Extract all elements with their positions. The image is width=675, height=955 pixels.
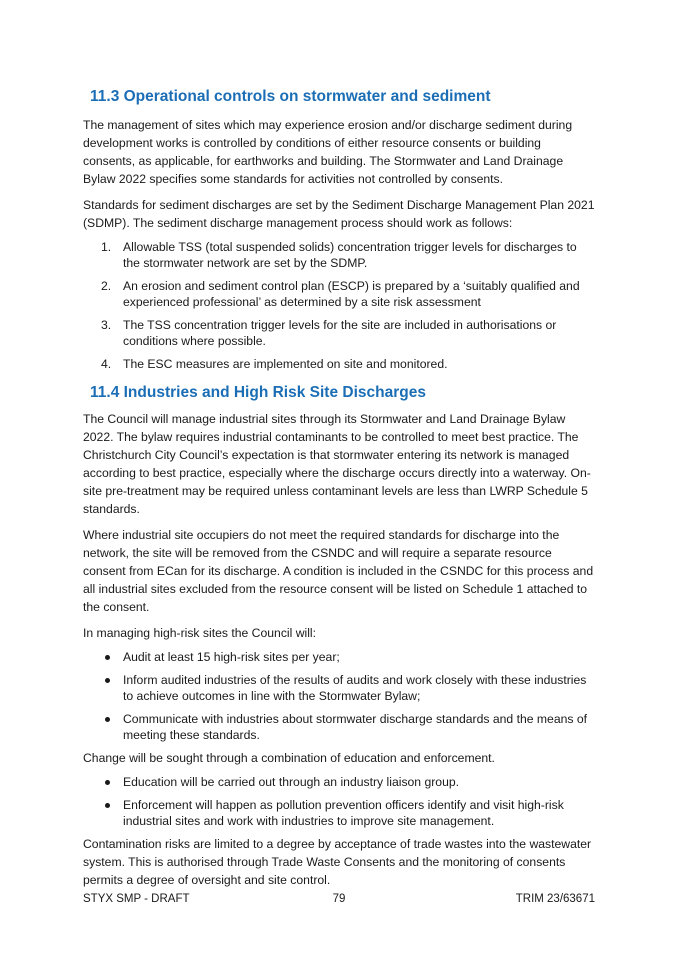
list-item bbox=[83, 278, 595, 310]
list-marker: 3. bbox=[101, 318, 112, 332]
list-item bbox=[83, 649, 595, 665]
section-heading-11-3: 11.3 Operational controls on stormwater and sediment bbox=[90, 88, 491, 105]
list-item bbox=[83, 797, 595, 829]
paragraph: In managing high-risk sites the Council will: bbox=[83, 626, 317, 640]
footer-page-number: 79 bbox=[332, 893, 346, 905]
list-item bbox=[83, 774, 595, 790]
paragraph: Standards for sediment discharges are set by the Sediment Discharge Management Plan 2021 (SDMP). The sediment discharge management process should work as follows: bbox=[83, 198, 595, 230]
list-marker: 4. bbox=[101, 357, 112, 371]
list-item bbox=[83, 239, 595, 271]
paragraph: Where industrial site occupiers do not meet the required standards for discharge into the network, the site will be removed from the CSNDC and will require a separate resource consent from ECan for its discharge. A condition is included in the CSNDC for this process and all industrial sites excluded from the resource consent will be listed on Schedule 1 attached to the consent. bbox=[83, 528, 594, 614]
list-item-text: Audit at least 15 high-risk sites per year; bbox=[123, 650, 340, 664]
numbered-list bbox=[83, 239, 595, 372]
bullet-icon bbox=[105, 655, 110, 660]
list-item bbox=[83, 356, 595, 372]
list-item bbox=[83, 711, 595, 743]
list-item-text: Inform audited industries of the results of audits and work closely with these industries to achieve outcomes in line with the Stormwater Bylaw; bbox=[123, 673, 587, 703]
list-item-text: An erosion and sediment control plan (ESCP) is prepared by a ‘suitably qualified and experienced professional’ as determined by a site risk assessment bbox=[123, 279, 580, 309]
paragraph: Contamination risks are limited to a degree by acceptance of trade wastes into the wastewater system. This is authorised through Trade Waste Consents and the monitoring of consents permits a degree of oversight and site control. bbox=[83, 837, 592, 887]
list-item bbox=[83, 672, 595, 704]
section-heading-11-4: 11.4 Industries and High Risk Site Discharges bbox=[90, 384, 426, 401]
bullet-icon bbox=[105, 780, 110, 785]
list-item bbox=[83, 317, 595, 349]
paragraph: The management of sites which may experience erosion and/or discharge sediment during development works is controlled by conditions of either resource consents or building consents, as applicable, for earthworks and building. The Stormwater and Land Drainage Bylaw 2022 specifies some standards for activities not controlled by consents. bbox=[83, 118, 573, 186]
bullet-icon bbox=[105, 803, 110, 808]
bullet-icon bbox=[105, 717, 110, 722]
page-footer bbox=[83, 893, 595, 909]
list-item-text: Allowable TSS (total suspended solids) concentration trigger levels for discharges to the stormwater network are set by the SDMP. bbox=[123, 240, 577, 270]
list-item-text: Enforcement will happen as pollution prevention officers identify and visit high-risk industrial sites and work with industries to improve site management. bbox=[123, 798, 564, 828]
paragraph: Change will be sought through a combination of education and enforcement. bbox=[83, 751, 495, 765]
list-item-text: Education will be carried out through an industry liaison group. bbox=[123, 775, 460, 789]
footer-document-title: STYX SMP - DRAFT bbox=[83, 893, 190, 905]
list-item-text: The ESC measures are implemented on site and monitored. bbox=[123, 357, 448, 371]
paragraph: The Council will manage industrial sites through its Stormwater and Land Drainage Bylaw 2022. The bylaw requires industrial contaminants to be controlled to meet best practice. The Christchurch City Council’s expectation is that stormwater entering its network is managed according to best practice, especially where the discharge occurs directly into a waterway. On-site pre-treatment may be required unless contaminant levels are less than LWRP Schedule 5 standards. bbox=[83, 412, 591, 516]
list-item-text: Communicate with industries about stormwater discharge standards and the means of meeting these standards. bbox=[123, 712, 588, 742]
bullet-list bbox=[83, 649, 595, 743]
list-marker: 2. bbox=[101, 279, 112, 293]
page-content bbox=[83, 86, 595, 889]
list-marker: 1. bbox=[101, 240, 112, 254]
footer-trim-reference: TRIM 23/63671 bbox=[515, 893, 595, 905]
bullet-list bbox=[83, 774, 595, 829]
bullet-icon bbox=[105, 678, 110, 683]
list-item-text: The TSS concentration trigger levels for the site are included in authorisations or conditions where possible. bbox=[123, 318, 557, 348]
